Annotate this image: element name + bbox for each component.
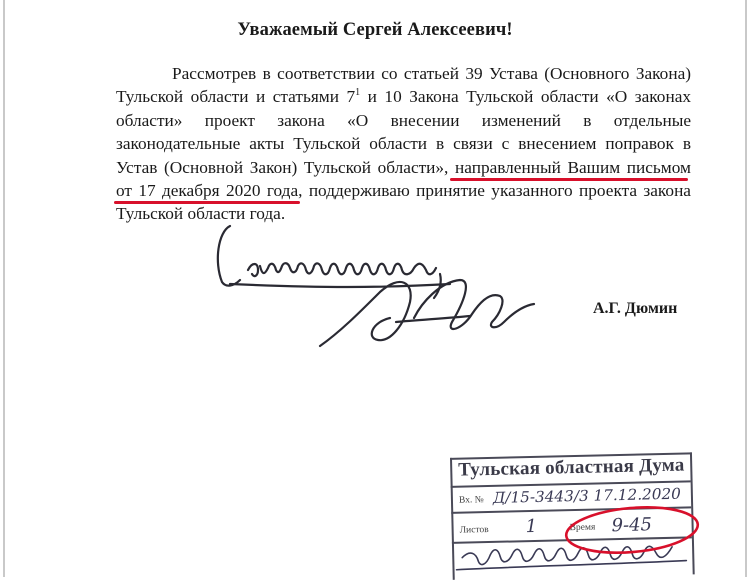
paragraph-text-start: Рассмотрев в соответствии со статьей 39 Устава (Основного Закона) Тульской области и статьями 7: [116, 64, 691, 107]
article-superscript: 1: [355, 87, 361, 99]
stamp-in-label: Вх. №: [458, 495, 484, 506]
red-underline-line2: [114, 201, 300, 204]
stamp-sheets-value: 1: [525, 515, 538, 538]
stamp-title: Тульская областная Дума: [458, 454, 685, 481]
page-border-right: [745, 0, 747, 577]
page-border-left: [3, 0, 5, 577]
stamp-in-number: Д/15-3443/3 17.12.2020: [492, 484, 678, 507]
highlighted-phrase: направленный Вашим письмом от 17 декабря 2020 года: [116, 157, 691, 201]
handwritten-signature: [200, 222, 580, 362]
salutation: Уважаемый Сергей Алексеевич!: [237, 20, 513, 40]
red-highlight-oval: [560, 500, 710, 560]
paragraph-text-end: , поддерживаю принятие указанного проекта закона Тульской области года.: [116, 181, 691, 224]
paragraph-text-middle: и 10 Закона Тульской области «О законах области» проект закона «О внесении изменений в отдельные законодательные акты Тульской области в связи с внесением поправок в Устав (Основной Закон) Тульской области»,: [116, 87, 691, 177]
stamp-time-value: 9-45: [611, 514, 653, 537]
signer-name: А.Г. Дюмин: [593, 300, 678, 317]
stamp-sheets-label: Листов: [459, 525, 489, 536]
red-underline-line1: [450, 178, 688, 181]
stamp-time-label: Время: [569, 522, 596, 534]
